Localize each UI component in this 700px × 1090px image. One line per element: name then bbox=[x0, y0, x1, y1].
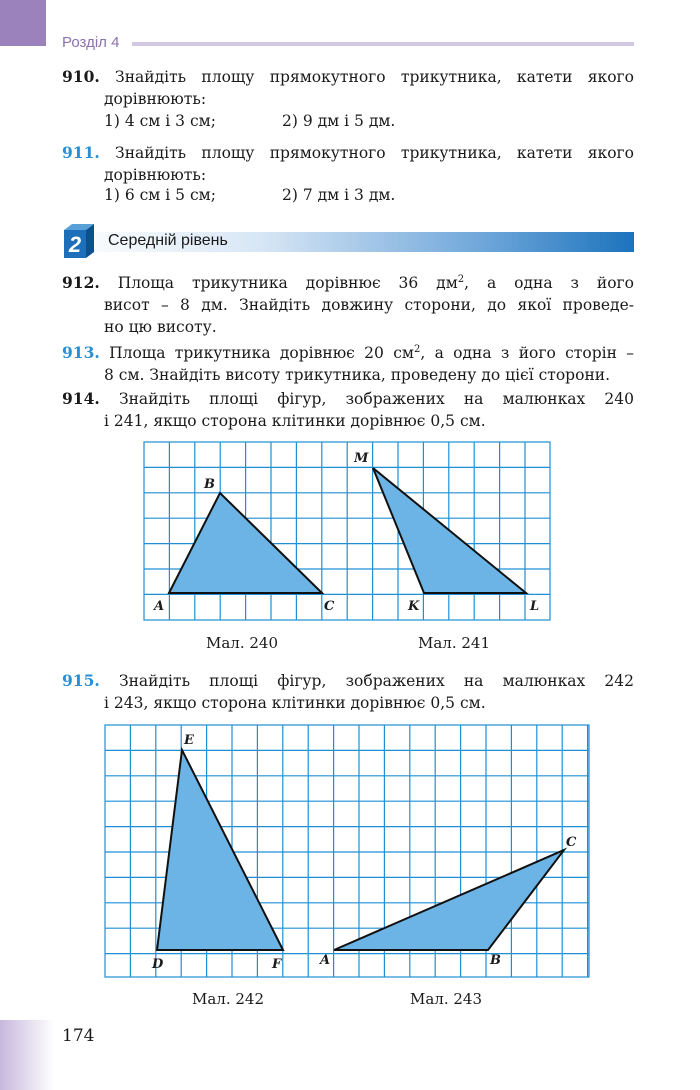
point-label-b: B bbox=[204, 477, 215, 492]
chapter-rule bbox=[132, 42, 634, 46]
problem-number: 913. bbox=[62, 343, 100, 362]
problem-text: висот – 8 дм. Знайдіть довжину сторони, до якої проведе- bbox=[104, 296, 634, 314]
problem-text: , а одна з його bbox=[464, 274, 634, 292]
caption-241: Мал. 241 bbox=[418, 634, 490, 652]
chapter-label: Розділ 4 bbox=[62, 34, 120, 51]
problem-number: 915. bbox=[62, 671, 100, 690]
problem-number: 914. bbox=[62, 389, 100, 408]
problem-910-option-1: 1) 4 см і 3 см; bbox=[104, 112, 216, 130]
problem-text: Площа трикутника дорівнює 36 дм bbox=[117, 274, 458, 292]
triangle-mkl-241 bbox=[373, 468, 526, 593]
problem-text: Знайдіть площі фігур, зображених на малюнках 240 bbox=[118, 390, 634, 408]
problem-number: 910. bbox=[62, 67, 100, 86]
triangle-edf-242 bbox=[157, 750, 283, 950]
point-label-e: E bbox=[184, 733, 194, 748]
problem-text: дорівнюють: bbox=[104, 166, 207, 184]
problem-911-option-1: 1) 6 см і 5 см; bbox=[104, 186, 216, 204]
superscript: 2 bbox=[413, 343, 421, 355]
caption-240: Мал. 240 bbox=[206, 634, 278, 652]
point-label-a2: A bbox=[320, 953, 331, 968]
point-label-f: F bbox=[272, 957, 282, 972]
problem-number: 912. bbox=[62, 273, 100, 292]
problem-913 bbox=[62, 342, 634, 386]
problem-text: но цю висоту. bbox=[104, 318, 217, 336]
problem-914 bbox=[62, 388, 634, 432]
chapter-corner-tab bbox=[0, 0, 46, 46]
point-label-b2: B bbox=[490, 953, 501, 968]
problem-910 bbox=[62, 66, 634, 110]
triangle-abc-243 bbox=[334, 850, 564, 950]
point-label-d: D bbox=[152, 957, 164, 972]
level-label: Середній рівень bbox=[108, 232, 228, 249]
problem-911-option-2: 2) 7 дм і 3 дм. bbox=[282, 186, 396, 204]
page-corner-tab bbox=[0, 1020, 54, 1090]
problem-text: Знайдіть площу прямокутного трикутника, катети якого bbox=[115, 144, 634, 162]
problem-912 bbox=[62, 272, 634, 338]
point-label-c: C bbox=[324, 599, 335, 614]
caption-243: Мал. 243 bbox=[410, 990, 482, 1008]
point-label-c2: C bbox=[566, 835, 577, 850]
problem-915 bbox=[62, 670, 634, 714]
caption-242: Мал. 242 bbox=[192, 990, 264, 1008]
problem-910-option-2: 2) 9 дм і 5 дм. bbox=[282, 112, 396, 130]
problem-text: Знайдіть площу прямокутного трикутника, катети якого bbox=[115, 68, 634, 86]
level-icon-text: 2 bbox=[68, 232, 82, 257]
point-label-l: L bbox=[530, 599, 540, 614]
problem-text: і 241, якщо сторона клітинки дорівнює 0,5 см. bbox=[104, 412, 486, 430]
problem-text: Площа трикутника дорівнює 20 см bbox=[109, 344, 414, 362]
level-2-icon bbox=[62, 224, 94, 258]
problem-text: дорівнюють: bbox=[104, 90, 207, 108]
problem-text: , а одна з його сторін – bbox=[420, 344, 634, 362]
point-label-m: M bbox=[354, 451, 369, 466]
problem-text: 8 см. Знайдіть висоту трикутника, проведену до цієї сторони. bbox=[104, 366, 611, 384]
page-number: 174 bbox=[62, 1026, 95, 1046]
problem-number: 911. bbox=[62, 143, 100, 162]
point-label-a: A bbox=[154, 599, 165, 614]
figure-240-241 bbox=[138, 436, 558, 626]
superscript: 2 bbox=[457, 273, 465, 285]
problem-text: Знайдіть площі фігур, зображених на малюнках 242 bbox=[118, 672, 634, 690]
figure-242-243 bbox=[100, 720, 594, 982]
problem-911 bbox=[62, 142, 634, 186]
point-label-k: K bbox=[408, 599, 420, 614]
problem-text: і 243, якщо сторона клітинки дорівнює 0,5 см. bbox=[104, 694, 486, 712]
